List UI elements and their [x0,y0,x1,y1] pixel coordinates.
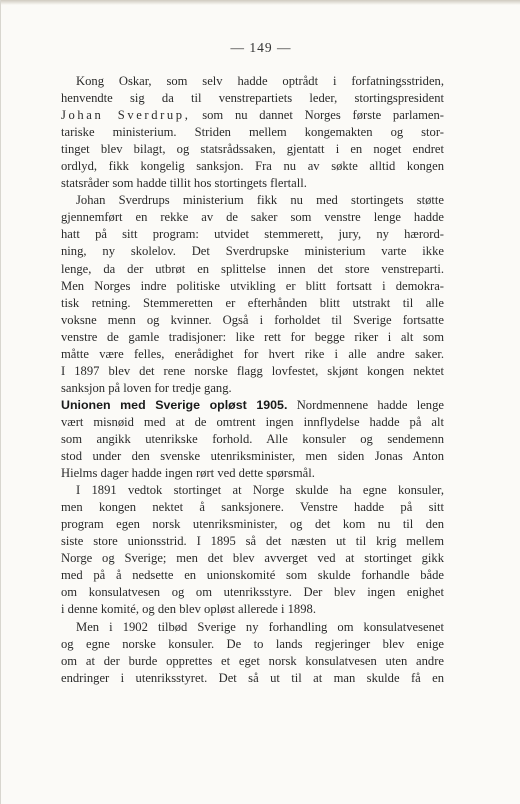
text-line [61,312,444,329]
text-segment: men kongen nektet å sanksjonere. Venstre hadde på sitt [61,500,444,515]
text-line [61,175,444,192]
text-line [61,107,444,124]
text-segment: som nu dannet Norges første parlamen- [190,108,444,123]
text-line [61,584,444,601]
text-segment: statsråder som hadde tillit hos stortingets flertall. [61,176,307,191]
text-line [61,601,444,618]
text-segment: i denne komité, og den blev opløst allerede i 1898. [61,602,316,617]
text-line [61,619,444,636]
text-line [61,516,444,533]
text-segment: siste store unionsstrid. I 1895 så det næsten ut til krig mellem [61,534,444,549]
text-segment: hatt på sitt program: utvidet stemmerett, jury, ny hærord- [61,227,444,242]
text-segment: lenge, da der utbrøt en splittelse innen det store venstreparti. [61,261,444,276]
text-line [61,482,444,499]
text-line [61,636,444,653]
text-line [61,226,444,243]
text-line [61,141,444,158]
text-segment: Hielms dager hadde ingen rørt ved dette spørsmål. [61,466,315,481]
text-segment: program egen norsk utenriksminister, og det kom nu til den [61,517,444,532]
text-segment: ning, ny skolelov. Det Sverdrupske ministerium varte ikke [61,244,444,259]
text-line [61,278,444,295]
text-segment: om konsulatvesen og om utenriksstyre. Der blev ingen enighet [61,585,444,600]
text-segment: I 1891 vedtok stortinget at Norge skulde ha egne konsuler, [76,483,444,498]
text-segment: med på å nedsette en unionskomité som skulde forhandle både [61,568,444,583]
text-segment: voksne menn og kvinner. Også i forholdet til Sverige fortsatte [61,312,444,327]
text-line [61,533,444,550]
text-segment: stod under den svenske utenriksminister, men siden Jonas Anton [61,449,444,464]
text-segment: som angikk utenrikske forhold. Alle konsuler og sendemenn [61,431,444,446]
text-segment: vært misnøid med at de omtrent ingen innflydelse hadde på alt [61,414,444,429]
text-line [61,448,444,465]
text-segment: om at der burde opprettes et eget norsk konsulatvesen uten andre [61,653,444,668]
text-segment: måtte være felles, enerådighet for hvert rike i alle andre saker. [61,346,444,361]
text-line [61,380,444,397]
page-number: — 149 — [230,40,292,55]
text-segment: endringer i utenriksstyret. Det så ut til at man skulde få en [61,670,444,685]
text-line [61,243,444,260]
text-segment: gjennemført en rekke av de saker som venstre lenge hadde [61,210,444,225]
text-segment: venstre de gamle tradisjoner: like rett for begge riker i alt som [61,329,444,344]
text-segment: tariske ministerium. Striden mellem kongemakten og stor- [61,125,444,140]
text-line [61,192,444,209]
text-line [61,124,444,141]
text-segment: henvendte sig da til venstrepartiets leder, stortingspresident [61,91,444,106]
text-line [61,465,444,482]
text-segment: Norge og Sverige; men det blev avverget ved at stortinget gikk [61,551,444,566]
text-line [61,499,444,516]
text-segment: Nordmennene hadde lenge [287,397,444,412]
text-segment: tinget blev bilagt, og statsrådssaken, gjentatt i en noget endret [61,142,444,157]
text-line [61,73,444,90]
text-line [61,670,444,687]
text-line [61,567,444,584]
text-line [61,209,444,226]
text-segment: Johan Sverdrup, [61,108,191,123]
text-line [61,261,444,278]
text-segment: Men i 1902 tilbød Sverige ny forhandling om konsulatvesenet [76,619,444,634]
text-line [61,90,444,107]
text-segment: Kong Oskar, som selv hadde optrådt i forfatningsstriden, [76,74,444,88]
text-segment: ordlyd, fikk kongelig sanksjon. Fra nu av søkte alltid kongen [61,159,444,174]
page-top-edge [1,0,520,5]
text-line [61,363,444,380]
body-text [61,73,444,687]
text-segment: og egne norske konsuler. De to lands regjeringer blev enige [61,636,444,651]
text-segment: Men Norges indre politiske utvikling er blitt fortsatt i demokra- [61,278,444,293]
section-heading: Unionen med Sverige opløst 1905. [61,397,288,412]
text-line [61,414,444,431]
text-line [61,653,444,670]
text-line [61,346,444,363]
text-segment: sanksjon på loven for tredje gang. [61,380,232,395]
text-line [61,295,444,312]
text-segment: tisk retning. Stemmeretten er efterhånden blitt utstrakt til alle [61,295,444,310]
text-segment: I 1897 blev det rene norske flagg lovfestet, skjønt kongen nektet [61,363,444,378]
text-line [61,431,444,448]
text-line [61,397,444,414]
text-line [61,329,444,346]
text-line [61,550,444,567]
text-segment: Johan Sverdrups ministerium fikk nu med stortingets støtte [76,193,444,208]
text-line [61,158,444,175]
